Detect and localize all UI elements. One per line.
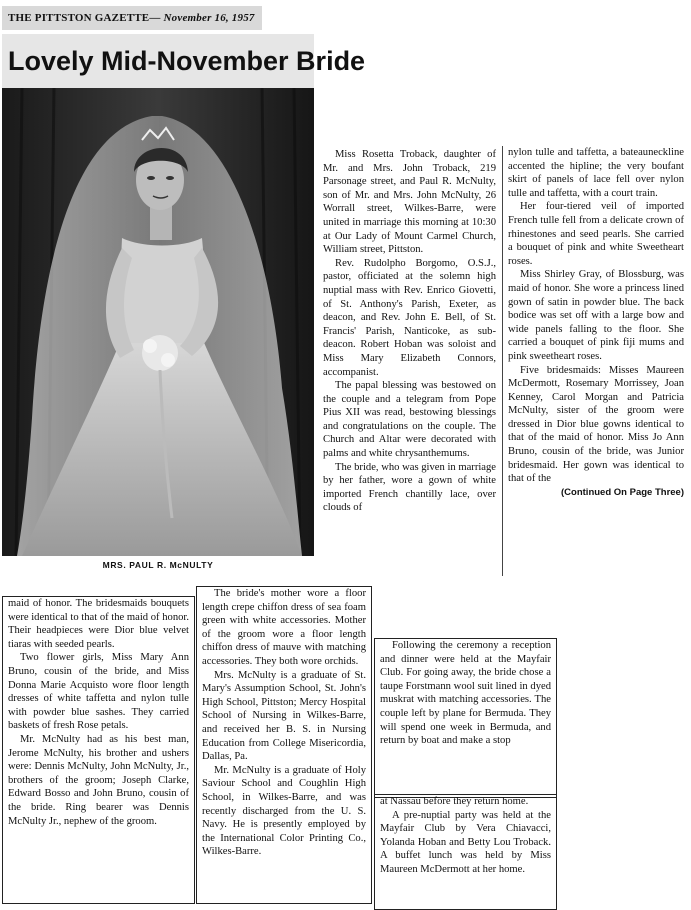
article-column-6 xyxy=(374,794,557,910)
article-paragraph: Her four-tiered veil of imported French tulle fell from a delicate crown of rhinestones and seed pearls. She carried a bouquet of pink and white Sweetheart roses. xyxy=(508,201,684,267)
article-paragraph: at Nassau before they return home. xyxy=(380,796,529,807)
article-paragraph: nylon tulle and taffetta, a bateauneckline accented the hipline; the very boufant skirt of panels of lace fell over nylon tulle and taffetta, with a court train. xyxy=(508,147,684,199)
article-paragraph: Mr. McNulty had as his best man, Jerome McNulty, his brother and ushers were: Dennis McNulty, John McNulty, Jr., brothers of the groom; Joseph Clarke, Edward Bosso and John Bruno, cousin of the bride. Ring bearer was Dennis McNulty Jr., nephew of the groom. xyxy=(8,733,189,827)
article-paragraph: Mr. McNulty is a graduate of Holy Saviour School and Coughlin High School, in Wilkes-Barre, and was recently discharged from the U. S. Navy. He is presently employed by the International Color Printing Co., Wilkes-Barre. xyxy=(202,764,366,858)
article-paragraph: Miss Shirley Gray, of Blossburg, was maid of honor. She wore a princess lined gown of satin in powder blue. The back bodice was set off with a large bow and wide panels falling to the floor. She carried a bouquet of pink fiji mums and pink sweetheart roses. xyxy=(508,269,684,362)
article-paragraph: The papal blessing was bestowed on the couple and a telegram from Pope Pius XII was read, bestowing blessings and congratulations on the couple. The Church and Altar were decorated with palms and white chrysanthemums. xyxy=(323,380,496,460)
photo-caption: MRS. PAUL R. McNULTY xyxy=(102,560,214,570)
article-paragraph: Rev. Rudolpho Borgomo, O.S.J., pastor, officiated at the solemn high nuptial mass with Rev. Enrico Giovetti, of St. Anthony's Parish, Exeter, as deacon, and Rev. John E. Bell, of St. Francis' Parish, Nanticoke, as sub-deacon. Robert Hoban was soloist and Miss Mary Elizabeth Connors, accompanist. xyxy=(323,257,496,378)
article-paragraph: The bride, who was given in marriage by her father, wore a gown of white imported French chantilly lace, over clouds of xyxy=(323,461,496,514)
masthead: THE PITTSTON GAZETTE— November 16, 1957 xyxy=(2,6,262,30)
article-paragraph: Mrs. McNulty is a graduate of St. Mary's Assumption School, St. John's High School, Pittston; Mercy Hospital School of Nursing in Wilkes-Barre, and received her B. S. in Nursing Education from College Misericordia, Dallas, Pa. xyxy=(202,669,366,763)
article-paragraph: The bride's mother wore a floor length crepe chiffon dress of sea foam green with white accessories. Mother of the groom wore a floor length chiffon dress of mauve with matching accessories. They both wore orchids. xyxy=(202,588,366,667)
article-column-2 xyxy=(502,146,689,576)
masthead-date: November 16, 1957 xyxy=(163,12,255,24)
article-paragraph: maid of honor. The bridesmaids bouquets were identical to that of the maid of honor. Their headpieces were Dior blue velvet tiaras with seeded pearls. xyxy=(8,598,189,650)
continued-notice: (Continued On Page Three) xyxy=(561,486,684,498)
bride-photo xyxy=(2,88,314,556)
article-column-3 xyxy=(2,596,195,904)
article-paragraph: A pre-nuptial party was held at the Mayfair Club by Vera Chiavacci, Yolanda Hoban and Betty Lou Troback. A buffet lunch was held by Miss Maureen McDermott at her home. xyxy=(380,809,551,875)
article-paragraph: Five bridesmaids: Misses Maureen McDermott, Rosemary Morrissey, Joan Kenney, Carol Morgan and Patricia McNulty, sister of the groom were dressed in Dior blue gowns identical to that of the maid of honor. Miss Jo Ann Bruno, cousin of the bride, was Junior bridesmaid. Her gown was identical to that of the xyxy=(508,364,684,485)
masthead-paper: THE PITTSTON GAZETTE xyxy=(8,12,150,24)
article-paragraph: Following the ceremony a reception and dinner were held at the Mayfair Club. For going away, the bride chose a taupe Forstmann wool suit lined in dyed muskrat with matching accessories. The couple left by plane for Bermuda. They will spend one week in Bermuda, and return by boat and make a stop xyxy=(380,640,551,747)
article-paragraph: Two flower girls, Miss Mary Ann Bruno, cousin of the bride, and Miss Donna Marie Acquisto wore floor length dresses of white taffetta and nylon tulle with powder blue sashes. They carried baskets of fresh Rose petals. xyxy=(8,652,189,732)
bride-photo-drawing xyxy=(2,88,314,556)
article-column-1 xyxy=(318,148,501,574)
article-paragraph: Miss Rosetta Troback, daughter of Mr. and Mrs. John Troback, 219 Parsonage street, and Paul R. McNulty, son of Mr. and Mrs. John McNulty, 26 Worrall street, Wilkes-Barre, were united in marriage this morning at 10:30 at Our Lady of Mount Carmel Church, William street, Pittston. xyxy=(323,149,496,256)
headline: Lovely Mid-November Bride xyxy=(2,34,314,88)
article-column-4 xyxy=(196,586,372,904)
article-column-5 xyxy=(374,638,557,798)
